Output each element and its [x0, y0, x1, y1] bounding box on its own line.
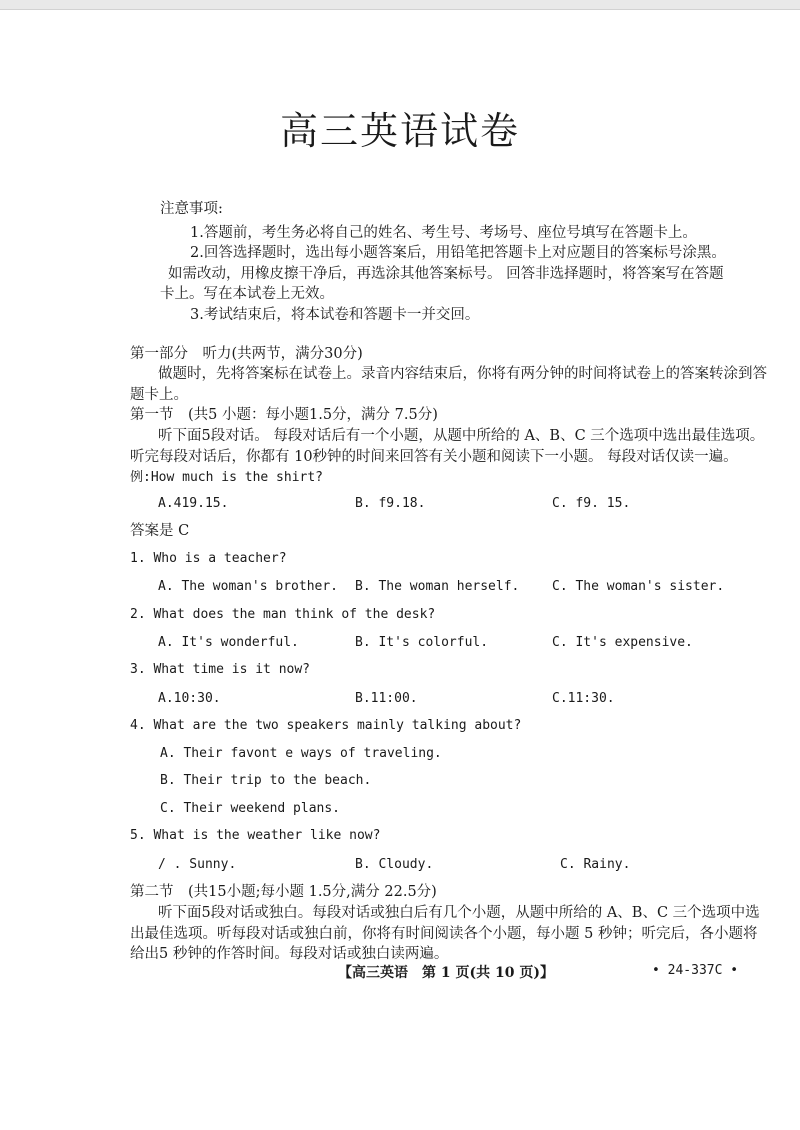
- question-2-option-b: B. It's colorful.: [355, 635, 489, 650]
- notice-item-1: 1.答题前，考生务必将自己的姓名、考生号、考场号、座位号填写在答题卡上。: [190, 225, 697, 241]
- section2-heading: 第二节 (共15小题;每小题 1.5分,满分 22.5分): [130, 884, 437, 900]
- question-2-option-a: A. It's wonderful.: [158, 635, 299, 650]
- question-2: 2. What does the man think of the desk?: [130, 607, 436, 622]
- paper-code: • 24-337C •: [652, 963, 739, 978]
- question-3-option-a: A.10:30.: [158, 691, 221, 706]
- notice-item-2: 2.回答选择题时，选出每小题答案后，用铅笔把答题卡上对应题目的答案标号涂黑。: [190, 245, 726, 261]
- section2-intro: 听下面5段对话或独白。每段对话或独白后有几个小题，从题中所给的 A、B、C 三个选项中选出最佳选项。听每段对话或独白前，你将有时间阅读各个小题，每小题 5 秒钟；听完后，各小题将给出5 秒钟的作答时间。每段对话或独白读两遍。: [130, 905, 760, 962]
- question-5-option-c: C. Rainy.: [560, 857, 631, 872]
- example-answer: 答案是 C: [130, 523, 190, 539]
- notice-item-2-line2: 如需改动，用橡皮擦干净后，再选涂其他答案标号。 回答非选择题时，将答案写在答题: [168, 266, 724, 282]
- question-2-option-c: C. It's expensive.: [552, 635, 693, 650]
- example-option-a: A.419.15.: [158, 496, 229, 511]
- question-1: 1. Who is a teacher?: [130, 551, 287, 566]
- question-1-option-c: C. The woman's sister.: [552, 579, 725, 594]
- part1-intro: 做题时，先将答案标在试卷上。录音内容结束后，你将有两分钟的时间将试卷上的答案转涂到答题卡上。: [130, 366, 767, 403]
- section1-intro: 听下面5段对话。 每段对话后有一个小题，从题中所给的 A、B、C 三个选项中选出最佳选项。听完每段对话后，你都有 10秒钟的时间来回答有关小题和阅读下一小题。 每段对话仅读一遍。: [130, 428, 765, 465]
- part1-heading: 第一部分 听力(共两节，满分30分): [130, 346, 363, 362]
- question-4: 4. What are the two speakers mainly talking about?: [130, 718, 522, 733]
- question-5: 5. What is the weather like now?: [130, 828, 381, 843]
- notice-heading: 注意事项:: [160, 201, 223, 217]
- notice-item-2-line3: 卡上。写在本试卷上无效。: [160, 286, 334, 302]
- question-4-option-b: B. Their trip to the beach.: [160, 773, 372, 788]
- example-option-c: C. f9. 15.: [552, 496, 631, 511]
- section1-heading: 第一节 (共5 小题：每小题1.5分，满分 7.5分): [130, 407, 438, 423]
- question-5-option-a: / . Sunny.: [158, 857, 237, 872]
- page-footer: 【高三英语 第 1 页(共 10 页)】: [338, 965, 554, 981]
- question-3-option-c: C.11:30.: [552, 691, 615, 706]
- example-question: 例:How much is the shirt?: [130, 470, 324, 485]
- top-border: [0, 0, 800, 10]
- question-5-option-b: B. Cloudy.: [355, 857, 434, 872]
- question-3: 3. What time is it now?: [130, 662, 311, 677]
- question-1-option-b: B. The woman herself.: [355, 579, 520, 594]
- question-3-option-b: B.11:00.: [355, 691, 418, 706]
- example-option-b: B. f9.18.: [355, 496, 426, 511]
- notice-item-3: 3.考试结束后，将本试卷和答题卡一并交回。: [190, 307, 480, 323]
- question-4-option-a: A. Their favont e ways of traveling.: [160, 746, 442, 761]
- question-4-option-c: C. Their weekend plans.: [160, 801, 341, 816]
- page-title: 高三英语试卷: [279, 109, 520, 153]
- question-1-option-a: A. The woman's brother.: [158, 579, 339, 594]
